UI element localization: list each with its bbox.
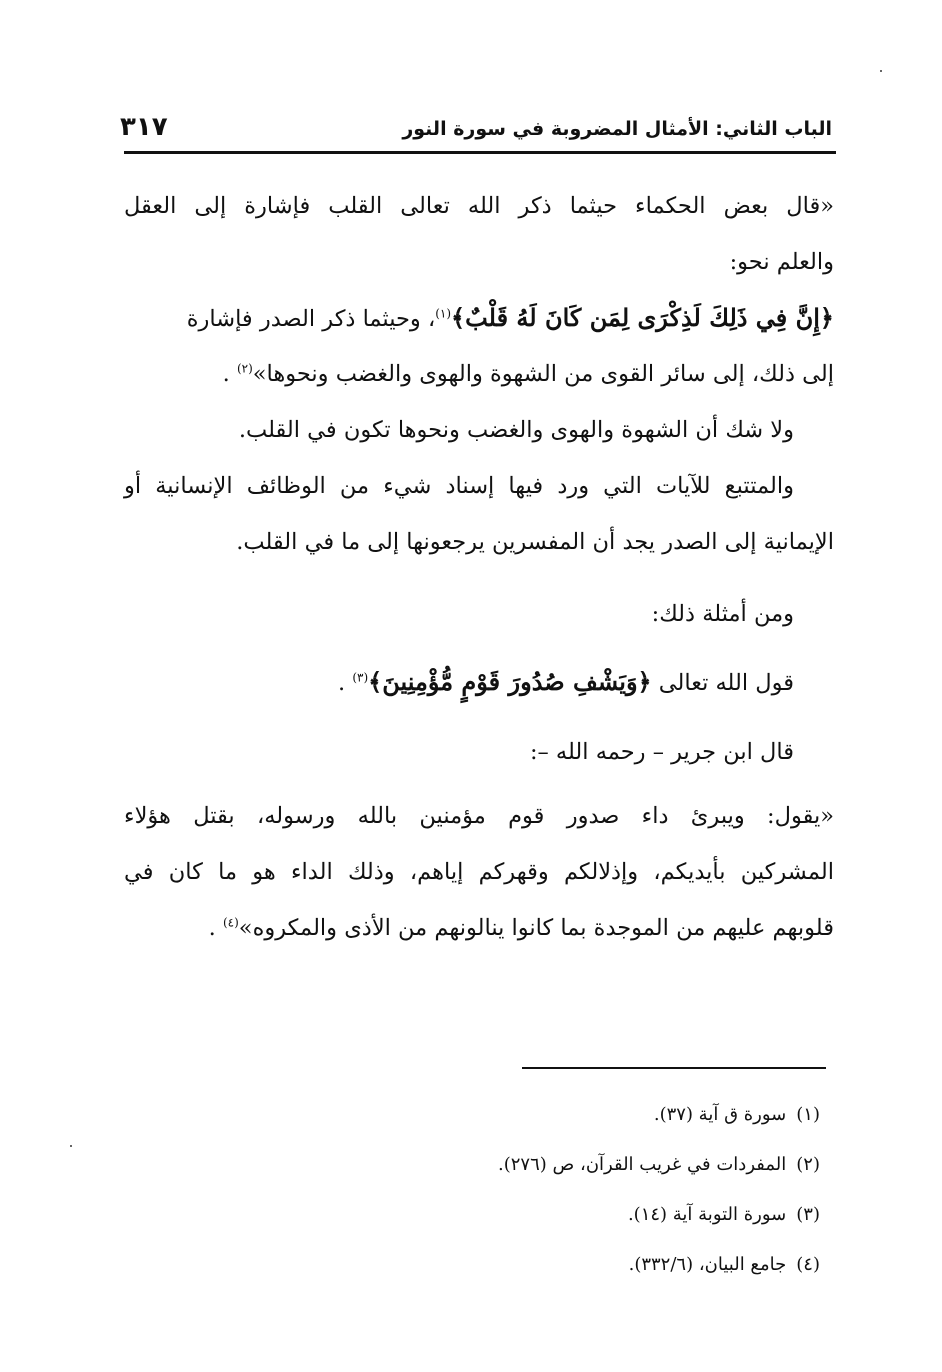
text-line-5	[124, 402, 834, 458]
main-text	[124, 178, 834, 956]
text-line-10	[124, 724, 834, 780]
text-line-5-content: ولا شك أن الشهوة والهوى والغضب ونحوها تكون في القلب.	[238, 417, 794, 443]
text-line-6-content: والمتتبع للآيات التي ورد فيها إسناد شيء من الوظائف الإنسانية أو	[124, 473, 794, 499]
text-line-13-end: .	[208, 915, 223, 941]
footnote-text: سورة ق آية (٣٧).	[653, 1104, 787, 1125]
text-line-10-content: قال ابن جرير – رحمه الله –:	[529, 739, 794, 765]
footnote-2	[400, 1140, 820, 1190]
text-line-12-content: المشركين بأيديكم، وإذلالكم وقهركم إياهم، وذلك الداء هو ما كان في	[124, 859, 834, 885]
running-header	[120, 112, 832, 152]
text-line-9	[124, 654, 834, 710]
footnote-number: (٣)	[796, 1204, 820, 1225]
text-line-11-content: «يقول: ويبرئ داء صدور قوم مؤمنين بالله ورسوله، بقتل هؤلاء	[124, 803, 834, 829]
scan-speck	[70, 1145, 72, 1147]
text-line-3	[124, 290, 834, 346]
quran-verse-1: ﴿إِنَّ فِي ذَلِكَ لَذِكْرَى لِمَن كَانَ لَهُ قَلْبٌ﴾	[451, 303, 834, 332]
text-line-9-end: .	[338, 670, 353, 696]
footnote-text: المفردات في غريب القرآن، ص (٢٧٦).	[498, 1154, 787, 1175]
footnote-1	[400, 1090, 820, 1140]
footnote-4	[400, 1240, 820, 1290]
text-line-4-end: .	[222, 361, 237, 387]
page-number: ٣١٧	[120, 112, 168, 142]
text-line-2	[124, 234, 834, 290]
footnote-number: (١)	[796, 1104, 820, 1125]
text-line-1	[124, 178, 834, 234]
text-line-4-content: إلى ذلك، إلى سائر القوى من الشهوة والهوى والغضب ونحوها»	[252, 361, 834, 387]
text-line-9-start: قول الله تعالى	[651, 670, 794, 696]
footnote-ref-1: (١)	[435, 306, 452, 321]
text-line-1-content: «قال بعض الحكماء حيثما ذكر الله تعالى القلب فإشارة إلى العقل	[124, 193, 834, 219]
text-line-7-content: الإيمانية إلى الصدر يجد أن المفسرين يرجعونها إلى ما في القلب.	[236, 529, 834, 555]
quran-verse-2: ﴿وَيَشْفِ صُدُورَ قَوْمٍ مُّؤْمِنِينَ﴾	[368, 667, 652, 696]
text-line-4	[124, 346, 834, 402]
text-line-13-content: قلوبهم عليهم من الموجدة بما كانوا ينالونهم من الأذى والمكروه»	[238, 915, 834, 941]
scan-speck	[880, 70, 882, 72]
chapter-title: الباب الثاني: الأمثال المضروبة في سورة النور	[402, 118, 832, 140]
text-line-3-content: ، وحيثما ذكر الصدر فإشارة	[186, 306, 436, 332]
footnote-3	[400, 1190, 820, 1240]
text-line-8	[124, 586, 834, 642]
text-line-2-content: والعلم نحو:	[729, 249, 834, 275]
footnotes	[400, 1090, 820, 1290]
footnote-text: جامع البيان، (٣٣٢/٦).	[628, 1254, 787, 1275]
footnote-number: (٤)	[796, 1254, 820, 1275]
footnote-ref-2: (٢)	[236, 361, 253, 376]
text-line-8-content: ومن أمثلة ذلك:	[651, 601, 794, 627]
footnote-ref-4: (٤)	[222, 915, 239, 930]
header-rule	[124, 151, 836, 154]
footnote-text: سورة التوبة آية (١٤).	[627, 1204, 787, 1225]
text-line-12	[124, 844, 834, 900]
text-line-11	[124, 788, 834, 844]
text-line-13	[124, 900, 834, 956]
text-line-7	[124, 514, 834, 570]
footnote-number: (٢)	[796, 1154, 820, 1175]
footnote-ref-3: (٣)	[352, 670, 369, 685]
text-line-6	[124, 458, 834, 514]
footnote-separator	[522, 1067, 826, 1069]
